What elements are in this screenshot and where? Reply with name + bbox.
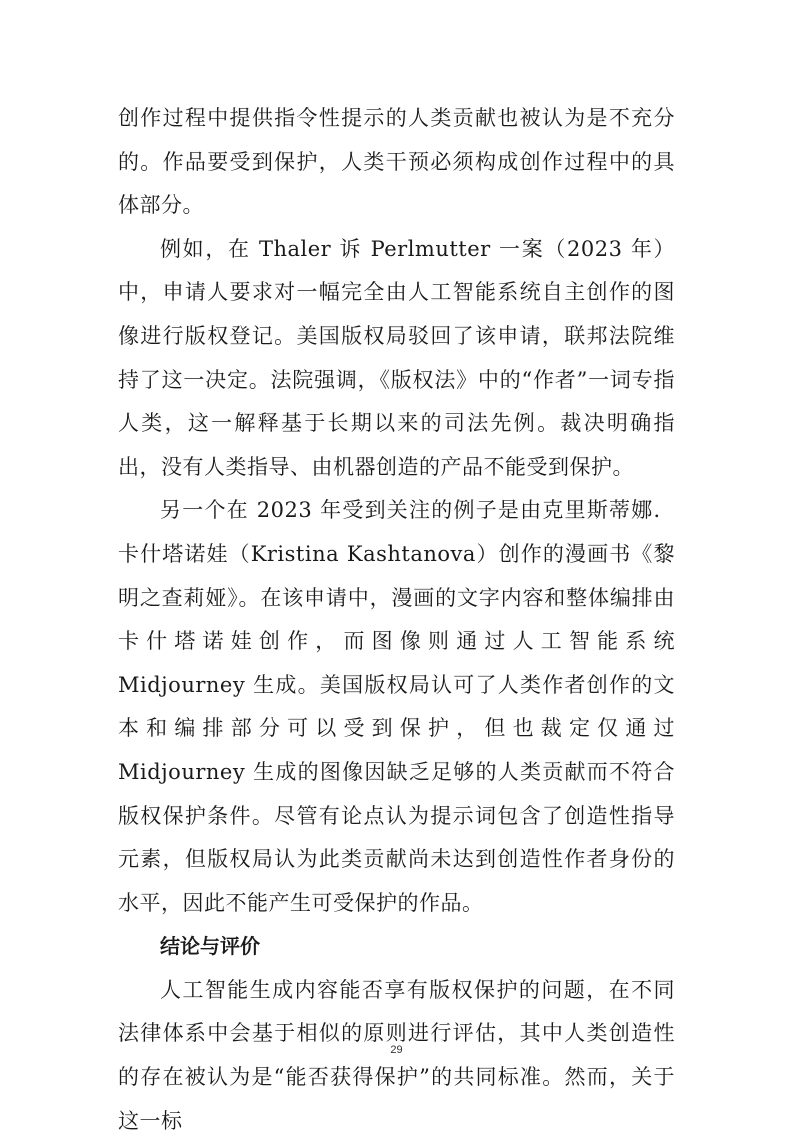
- thaler-case-paragraph: 例如，在 Thaler 诉 Perlmutter 一案（2023 年）中，申请人要求对一幅完全由人工智能系统自主创作的图像进行版权登记。美国版权局驳回了该申请，联邦法院维持了这一决定。法院强调，《版权法》中的“作者”一词专指人类，这一解释基于长期以来的司法先例。裁决明确指出，没有人类指导、由机器创造的产品不能受到保护。: [118, 236, 675, 479]
- section-heading: 结论与评价: [160, 934, 260, 959]
- conclusion-paragraph: 人工智能生成内容能否享有版权保护的问题，在不同法律体系中会基于相似的原则进行评估，其中人类创造性的存在被认为是“能否获得保护”的共同标准。然而，关于这一标: [118, 977, 675, 1133]
- continued-paragraph: 创作过程中提供指令性提示的人类贡献也被认为是不充分的。作品要受到保护，人类干预必须构成创作过程中的具体部分。: [118, 106, 675, 218]
- page-number: 29: [390, 1044, 403, 1056]
- document-page: [118, 97, 675, 1143]
- kashtanova-case-paragraph: 另一个在 2023 年受到关注的例子是由克里斯蒂娜．卡什塔诺娃（Kristina Kashtanova）创作的漫画书《黎明之查莉娅》。在该申请中，漫画的文字内容和整体编排由卡什塔诺娃创作，而图像则通过人工智能系统 Midjourney 生成。美国版权局认可了人类作者创作的文本和编排部分可以受到保护，但也裁定仅通过 Midjourney 生成的图像因缺乏足够的人类贡献而不符合版权保护条件。尽管有论点认为提示词包含了创造性指导元素，但版权局认为此类贡献尚未达到创造性作者身份的水平，因此不能产生可受保护的作品。: [118, 498, 675, 915]
